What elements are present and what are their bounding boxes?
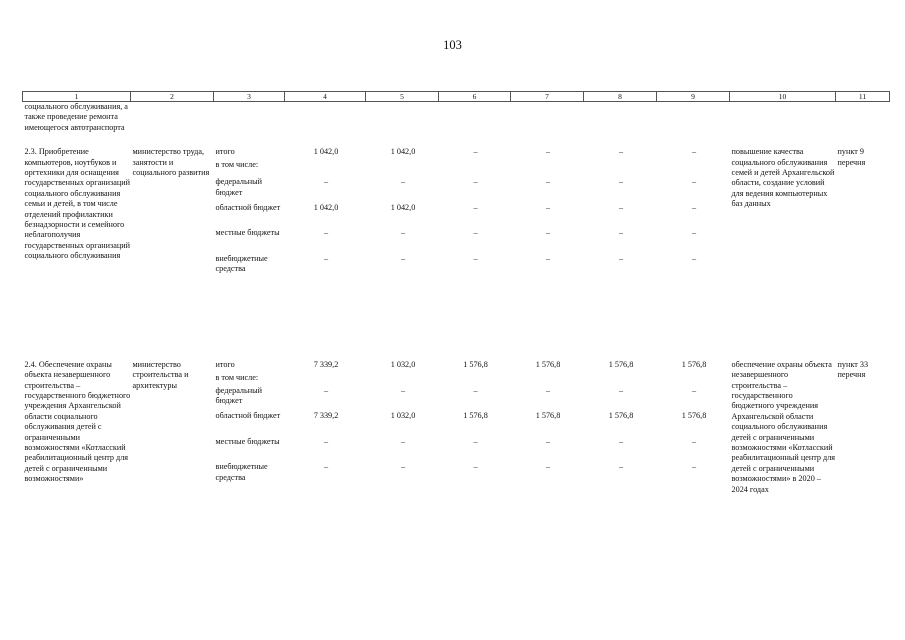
expected-result: обеспечение охраны объекта незавершенного строительства – государственного бюджетного учреждения Архангельской области социального обслуживания детей с ограниченными возможностями «Котласский реабилитационный центр для детей с ограниченными возможностями» в 2020 – 2024 годах — [731, 359, 836, 494]
table-row — [23, 147, 890, 160]
value-cell: 1 032,0 — [390, 411, 416, 421]
value-cell: – — [323, 385, 329, 395]
value-cell — [366, 373, 439, 386]
source-label: федеральный бюджет — [215, 385, 263, 406]
value-cell — [285, 373, 366, 386]
value-cell: – — [473, 202, 478, 212]
value-cell: – — [618, 228, 624, 238]
value-cell: – — [691, 147, 697, 157]
header-col-11: 11 — [836, 92, 890, 102]
value-cell — [439, 373, 511, 386]
source-label: в том числе: — [215, 160, 259, 170]
value-cell: – — [400, 253, 406, 263]
value-cell: – — [473, 385, 478, 395]
value-cell: – — [473, 436, 478, 446]
value-cell: – — [691, 385, 697, 395]
source-label: областной бюджет — [215, 411, 281, 421]
value-cell: – — [545, 253, 551, 263]
value-cell: – — [323, 462, 329, 472]
value-cell: – — [473, 177, 478, 187]
value-cell: 1 576,8 — [535, 359, 561, 369]
value-cell: 1 042,0 — [390, 202, 416, 212]
value-cell — [366, 160, 439, 177]
source-label: областной бюджет — [215, 202, 281, 212]
value-cell: – — [691, 177, 697, 187]
value-cell: – — [618, 177, 624, 187]
value-cell: – — [400, 462, 406, 472]
value-cell: – — [473, 228, 478, 238]
value-cell: – — [545, 436, 551, 446]
value-cell — [511, 160, 584, 177]
value-cell: – — [618, 202, 624, 212]
value-cell: – — [691, 436, 697, 446]
header-col-3: 3 — [214, 92, 285, 102]
value-cell: – — [691, 228, 697, 238]
value-cell: – — [618, 385, 624, 395]
reference: пункт 9 перечня — [837, 147, 866, 167]
value-cell — [657, 373, 730, 386]
value-cell: – — [545, 202, 551, 212]
value-cell: – — [323, 228, 329, 238]
source-label: федеральный бюджет — [215, 177, 263, 197]
value-cell: – — [323, 436, 329, 446]
program-table — [22, 91, 890, 495]
carryover-row — [23, 102, 890, 134]
value-cell: 1 042,0 — [390, 147, 416, 157]
value-cell — [285, 160, 366, 177]
header-col-10: 10 — [730, 92, 836, 102]
header-col-9: 9 — [657, 92, 730, 102]
value-cell: – — [545, 462, 551, 472]
value-cell: – — [545, 177, 551, 187]
value-cell: – — [473, 462, 478, 472]
value-cell: – — [473, 147, 478, 157]
value-cell: – — [691, 462, 697, 472]
value-cell: 1 576,8 — [535, 411, 561, 421]
value-cell: 1 576,8 — [608, 411, 634, 421]
value-cell — [584, 160, 657, 177]
value-cell: 1 576,8 — [681, 359, 707, 369]
value-cell — [657, 160, 730, 177]
value-cell: – — [618, 147, 624, 157]
value-cell: – — [400, 228, 406, 238]
value-cell: – — [545, 228, 551, 238]
value-cell: – — [400, 177, 406, 187]
value-cell: – — [691, 253, 697, 263]
header-col-7: 7 — [511, 92, 584, 102]
source-label: внебюджетные средства — [215, 462, 268, 482]
value-cell — [511, 373, 584, 386]
value-cell: 1 576,8 — [463, 411, 488, 421]
reference: пункт 33 перечня — [837, 359, 869, 380]
value-cell: – — [618, 253, 624, 263]
source-label: итого — [215, 147, 235, 157]
value-cell: – — [323, 177, 329, 187]
value-cell: – — [545, 385, 551, 395]
value-cell: – — [473, 253, 478, 263]
header-col-8: 8 — [584, 92, 657, 102]
value-cell: – — [323, 253, 329, 263]
activity-name: 2.4. Обеспечение охраны объекта незавершенного строительства – государственного бюджетного учреждения Архангельской области социального обслуживания детей с ограниченными возможностями «Котласский реабилитационный центр для детей с ограниченными возможностями» — [24, 359, 131, 484]
source-label: местные бюджеты — [215, 436, 280, 446]
header-col-5: 5 — [366, 92, 439, 102]
value-cell — [584, 373, 657, 386]
value-cell: 1 576,8 — [608, 359, 634, 369]
value-cell: – — [545, 147, 551, 157]
value-cell: – — [400, 436, 406, 446]
header-col-2: 2 — [131, 92, 214, 102]
source-label: внебюджетные средства — [215, 253, 268, 274]
page-number: 103 — [443, 38, 462, 52]
value-cell: – — [400, 385, 406, 395]
value-cell: 7 339,2 — [313, 411, 339, 421]
executor: министерство строительства и архитектуры — [132, 359, 189, 390]
source-label: местные бюджеты — [215, 228, 280, 238]
value-cell: – — [691, 202, 697, 212]
value-cell: 1 042,0 — [313, 202, 339, 212]
value-cell: 7 339,2 — [313, 359, 339, 369]
value-cell: – — [618, 436, 624, 446]
executor: министерство труда, занятости и социального развития — [132, 147, 210, 178]
carryover-text: социального обслуживания, а также проведение ремонта имеющегося автотранспорта — [24, 102, 128, 132]
source-label: итого — [215, 359, 235, 369]
header-col-4: 4 — [285, 92, 366, 102]
source-label: в том числе: — [215, 372, 259, 382]
activity-name: 2.3. Приобретение компьютеров, ноутбуков и оргтехники для оснащения государственных организаций социального обслуживания семьи и детей, в том числе отделений профилактики безнадзорности и семейного неблагополучия государственных организаций социального обслуживания — [24, 147, 130, 261]
header-col-6: 6 — [439, 92, 511, 102]
expected-result: повышение качества социального обслуживания семей и детей Архангельской области, создание условий для ведения компьютерных баз данных — [731, 147, 835, 209]
value-cell: 1 576,8 — [463, 359, 488, 369]
table-row — [23, 360, 890, 373]
value-cell: – — [618, 462, 624, 472]
header-row — [23, 92, 890, 102]
value-cell: 1 042,0 — [313, 147, 339, 157]
value-cell — [439, 160, 511, 177]
value-cell: 1 032,0 — [390, 359, 416, 369]
header-col-1: 1 — [23, 92, 131, 102]
value-cell: 1 576,8 — [681, 411, 707, 421]
